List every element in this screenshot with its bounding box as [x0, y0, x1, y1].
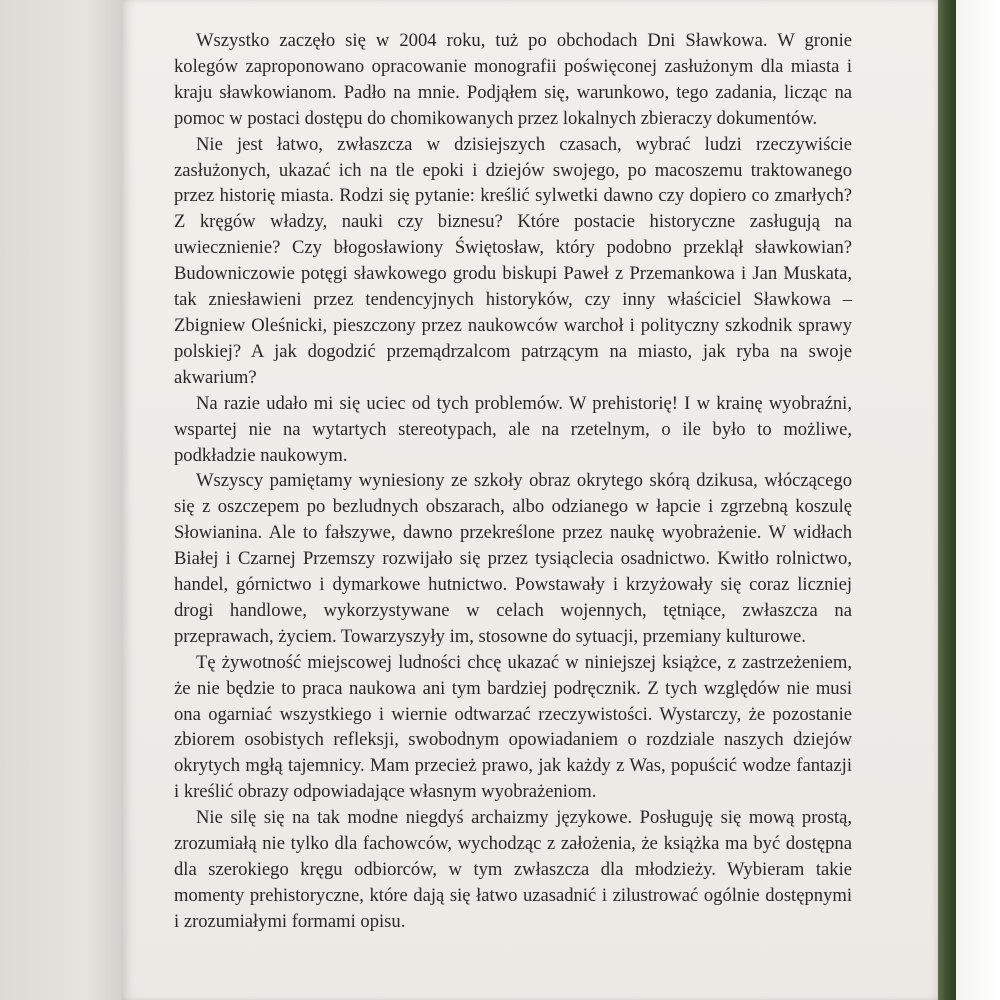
paragraph-4: Wszyscy pamiętamy wyniesiony ze szkoły obraz okrytego skórą dzikusa, włóczącego się z oszczepem po bezludnych obszarach, albo odzianego w łapcie i zgrzebną koszulę Słowianina. Ale to fałszywe, dawno przekreślone przez naukę wyobrażenie. W widłach Białej i Czarnej Przemszy rozwijało się przez tysiąclecia osadnictwo. Kwitło rolnictwo, handel, górnictwo i dymarkowe hutnictwo. Powstawały i krzyżowały się coraz liczniej drogi handlowe, wykorzystywane w celach wojennych, tętniące, zwłaszcza na przeprawach, życiem. Towarzyszyły im, stosowne do sytuacji, przemiany kulturowe.: [174, 470, 852, 647]
left-page-edge: [0, 0, 122, 1000]
book-page: [122, 0, 938, 1000]
paragraph-5: Tę żywotność miejscowej ludności chcę ukazać w niniejszej książce, z zastrzeżeniem, że nie będzie to praca naukowa ani tym bardziej podręcznik. Z tych względów nie musi ona ogarniać wszystkiego i wiernie odtwarzać rzeczywistości. Wystarczy, że pozostanie zbiorem osobistych refleksji, swobodnym opowiadaniem o rozdziale naszych dziejów okrytych mgłą tajemnicy. Mam przecież prawo, jak każdy z Was, popuścić wodze fantazji i kreślić obrazy odpowiadające własnym wyobrażeniom.: [174, 651, 852, 803]
paragraph-6: Nie silę się na tak modne niegdyś archaizmy językowe. Posługuję się mową prostą, zrozumiałą nie tylko dla fachowców, wychodząc z założenia, że książka ma być dostępna dla szerokiego kręgu odbiorców, w tym zwłaszcza dla młodzieży. Wybieram takie momenty prehistoryczne, które dają się łatwo uzasadnić i zilustrować ogólnie dostępnymi i zrozumiałymi formami opisu.: [174, 807, 852, 932]
page-text: [174, 28, 852, 935]
paragraph-3: Na razie udało mi się uciec od tych problemów. W prehistorię! I w krainę wyobraźni, wspartej nie na wytartych stereotypach, ale na rzetelnym, o ile było to możliwe, podkładzie naukowym.: [174, 392, 852, 466]
book-cover-edge: [938, 0, 956, 1000]
paragraph-2: Nie jest łatwo, zwłaszcza w dzisiejszych czasach, wybrać ludzi rzeczywiście zasłużonych, ukazać ich na tle epoki i dziejów swojego, po macoszemu traktowanego przez historię miasta. Rodzi się pytanie: kreślić sylwetki dawno czy dopiero co zmarłych? Z kręgów władzy, nauki czy biznesu? Które postacie historyczne zasługują na uwiecznienie? Czy błogosławiony Świętosław, który podobno przeklął sławkowian? Budowniczowie potęgi sławkowego grodu biskupi Paweł z Przemankowa i Jan Muskata, tak zniesławieni przez tendencyjnych historyków, czy inny właściciel Sławkowa – Zbigniew Oleśnicki, pieszczony przez naukowców warchoł i polityczny szkodnik sprawy polskiej? A jak dogodzić przemądrzalcom patrzącym na miasto, jak ryba na swoje akwarium?: [174, 133, 852, 388]
paragraph-1: Wszystko zaczęło się w 2004 roku, tuż po obchodach Dni Sławkowa. W gronie kolegów zaproponowano opracowanie monografii poświęconej zasłużonym dla miasta i kraju sławkowianom. Padło na mnie. Podjąłem się, warunkowo, tego zadania, licząc na pomoc w postaci dostępu do chomikowanych przez lokalnych zbieraczy dokumentów.: [174, 30, 852, 129]
background: [956, 0, 1000, 1000]
